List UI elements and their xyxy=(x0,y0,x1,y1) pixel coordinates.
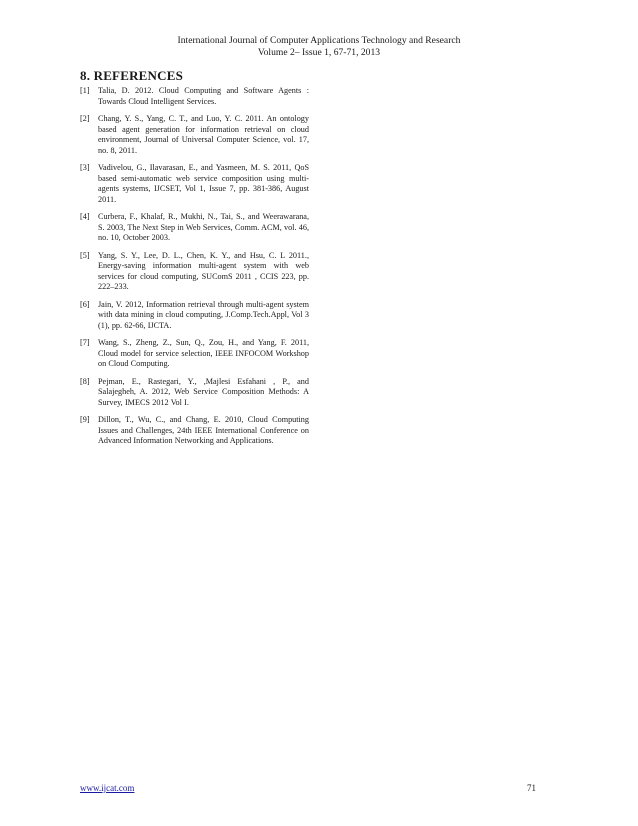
reference-text: Jain, V. 2012, Information retrieval through multi-agent system with data mining in cloud computing, J.Comp.Tech.Appl, Vol 3 (1), pp. 62-66, IJCTA. xyxy=(98,299,309,330)
reference-item xyxy=(80,114,309,156)
reference-number: [2] xyxy=(80,114,90,123)
section-heading: 8. REFERENCES xyxy=(80,68,184,83)
reference-item xyxy=(80,300,309,332)
reference-text: Wang, S., Zheng, Z., Sun, Q., Zou, H., and Yang, F. 2011, Cloud model for service selection, IEEE INFOCOM Workshop on Cloud Computing. xyxy=(98,338,309,368)
journal-title: International Journal of Computer Applications Technology and Research xyxy=(177,35,461,46)
reference-item xyxy=(80,415,309,447)
journal-volume: Volume 2– Issue 1, 67-71, 2013 xyxy=(257,47,381,58)
reference-text: Pejman, E., Rastegari, Y., ,Majlesi Esfahani , P., and Salajegheh, A. 2012, Web Service Composition Methods: A Survey, IMECS 2012 Vol I. xyxy=(98,376,309,407)
reference-text: Yang, S. Y., Lee, D. L., Chen, K. Y., and Hsu, C. L 2011., Energy-saving information multi-agent system with web services for cloud computing, SUComS 2011 , CCIS 223, pp. 222–233. xyxy=(98,250,309,291)
reference-number: [9] xyxy=(80,415,90,424)
reference-item xyxy=(80,212,309,244)
reference-number: [4] xyxy=(80,212,90,221)
page-number: 71 xyxy=(527,783,536,793)
reference-number: [6] xyxy=(80,299,90,309)
reference-text: Dillon, T., Wu, C., and Chang, E. 2010, Cloud Computing Issues and Challenges, 24th IEEE International Conference on Advanced Information Networking and Applications. xyxy=(98,415,309,445)
journal-website-link[interactable]: www.ijcat.com xyxy=(80,783,135,793)
reference-number: [3] xyxy=(80,163,90,172)
reference-item xyxy=(80,163,309,205)
reference-text: Curbera, F., Khalaf, R., Mukhi, N., Tai, S., and Weerawarana, S. 2003, The Next Step in Web Services, Comm. ACM, vol. 46, no. 10, October 2003. xyxy=(98,212,309,242)
reference-number: [8] xyxy=(80,376,90,386)
reference-item xyxy=(80,86,309,107)
reference-number: [1] xyxy=(80,86,90,95)
reference-number: [7] xyxy=(80,338,90,347)
reference-list xyxy=(80,86,309,454)
running-header xyxy=(0,35,638,59)
reference-text: Chang, Y. S., Yang, C. T., and Luo, Y. C. 2011. An ontology based agent generation for information retrieval on cloud environment, Journal of Universal Computer Science, vol. 17, no. 8, 2011. xyxy=(98,114,309,155)
reference-text: Vadivelou, G., Ilavarasan, E., and Yasmeen, M. S. 2011, QoS based semi-automatic web service composition using multi-agents systems, IJCSET, Vol 1, Issue 7, pp. 381-386, August 2011. xyxy=(98,163,309,204)
reference-text: Talia, D. 2012. Cloud Computing and Software Agents : Towards Cloud Intelligent Services. xyxy=(98,86,309,106)
reference-item xyxy=(80,251,309,293)
reference-item xyxy=(80,338,309,370)
reference-item xyxy=(80,377,309,409)
reference-number: [5] xyxy=(80,250,90,260)
